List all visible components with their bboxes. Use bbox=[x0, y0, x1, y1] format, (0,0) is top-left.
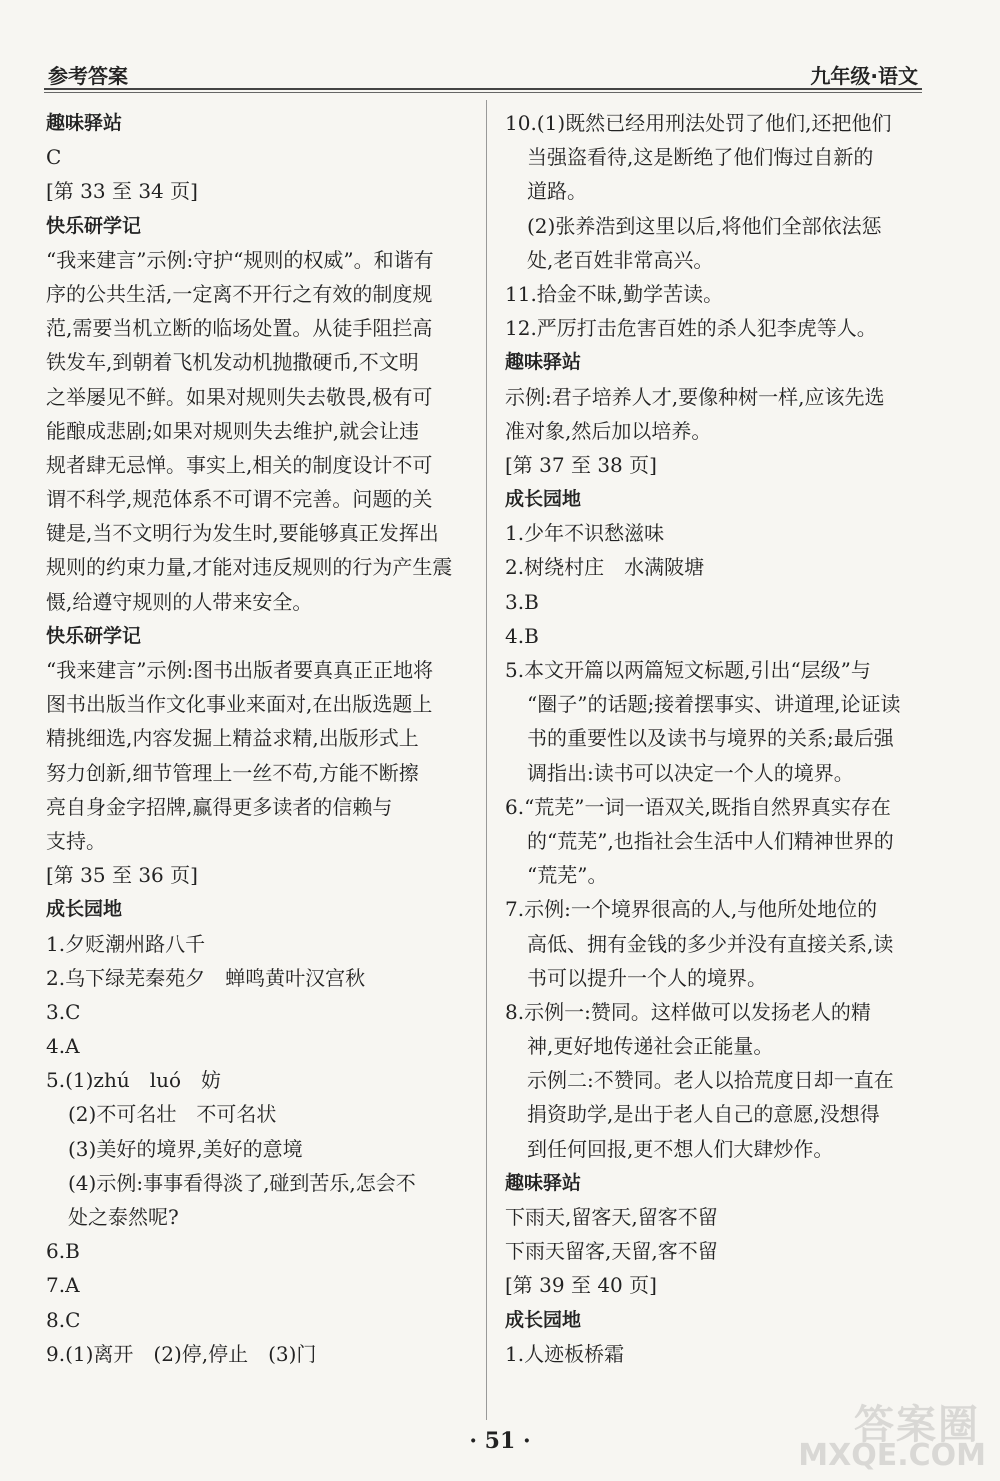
answer-line: 5.本文开篇以两篇短文标题,引出“层级”与 bbox=[505, 658, 871, 682]
answer-line: 10.(1)既然已经用刑法处罚了他们,还把他们 bbox=[505, 111, 892, 135]
answer-line: 3.C bbox=[46, 999, 81, 1024]
section-heading: 成长园地 bbox=[505, 1308, 582, 1331]
left-column bbox=[46, 106, 466, 1371]
answer-line: 下雨天留客,天留,客不留 bbox=[505, 1239, 718, 1264]
answer-line: C bbox=[46, 145, 62, 170]
answer-line: “我来建言”示例:图书出版者要真真正正地将 bbox=[46, 658, 434, 682]
answer-line: 捐资助学,是出于老人自己的意愿,没想得 bbox=[527, 1102, 880, 1127]
answer-line: 书的重要性以及读书与境界的关系;最后强 bbox=[527, 726, 894, 751]
answer-line: 铁发车,到朝着飞机发动机抛撒硬币,不文明 bbox=[46, 350, 419, 375]
answer-line: 高低、拥有金钱的多少并没有直接关系,读 bbox=[527, 931, 894, 956]
answer-line: 2.树绕村庄 水满陂塘 bbox=[505, 555, 705, 580]
answer-line: [第 33 至 34 页] bbox=[46, 179, 198, 204]
answer-line: (3)美好的境界,美好的意境 bbox=[68, 1136, 303, 1161]
answer-line: 准对象,然后加以培养。 bbox=[505, 418, 712, 443]
answer-line: 9.(1)离开 (2)停,停止 (3)门 bbox=[46, 1341, 317, 1366]
watermark-logo bbox=[798, 1393, 990, 1473]
answer-line: [第 39 至 40 页] bbox=[505, 1273, 657, 1298]
answer-line: 7.示例:一个境界很高的人,与他所处地位的 bbox=[505, 897, 878, 922]
answer-line: 4.A bbox=[46, 1034, 80, 1059]
answer-line: 到任何回报,更不想人们大肆炒作。 bbox=[527, 1136, 834, 1161]
answer-line: 示例二:不赞同。老人以拾荒度日却一直在 bbox=[527, 1068, 894, 1093]
answer-line: 12.严厉打击危害百姓的杀人犯李虎等人。 bbox=[505, 316, 877, 341]
answer-line: 7.A bbox=[46, 1273, 80, 1298]
answer-line: [第 37 至 38 页] bbox=[505, 452, 657, 477]
watermark-url: MXQE.COM bbox=[798, 1438, 986, 1473]
answer-line: 4.B bbox=[505, 623, 539, 648]
answer-line: 5.(1)zhú luó 妨 bbox=[46, 1068, 222, 1093]
watermark-text: 答案圈 bbox=[854, 1402, 980, 1448]
answer-line: 6.“荒芜”一词一语双关,既指自然界真实存在 bbox=[505, 794, 891, 819]
section-heading: 趣味驿站 bbox=[46, 112, 123, 134]
answer-line: “我来建言”示例:守护“规则的权威”。和谐有 bbox=[46, 247, 434, 272]
answer-line: 下雨天,留客天,留客不留 bbox=[505, 1205, 718, 1229]
answer-line: 1.人迹板桥霜 bbox=[505, 1341, 625, 1366]
answer-line: 神,更好地传递社会正能量。 bbox=[527, 1034, 774, 1059]
answer-line: 1.夕贬潮州路八千 bbox=[46, 931, 206, 956]
answer-line: “圈子”的话题;接着摆事实、讲道理,论证读 bbox=[527, 692, 901, 717]
answer-line: 调指出:读书可以决定一个人的境界。 bbox=[527, 760, 854, 785]
answer-line: 努力创新,细节管理上一丝不苟,方能不断擦 bbox=[46, 760, 419, 785]
answer-line: 规则的约束力量,才能对违反规则的行为产生震 bbox=[46, 555, 453, 580]
section-heading: 快乐研学记 bbox=[46, 214, 142, 237]
answer-line: [第 35 至 36 页] bbox=[46, 863, 198, 888]
section-heading: 快乐研学记 bbox=[46, 624, 142, 647]
answer-line: 键是,当不文明行为发生时,要能够真正发挥出 bbox=[46, 521, 439, 546]
answer-line: (2)张养浩到这里以后,将他们全部依法惩 bbox=[527, 213, 882, 238]
section-heading: 成长园地 bbox=[505, 488, 582, 511]
answer-line: 当强盗看待,这是断绝了他们悔过自新的 bbox=[527, 145, 874, 170]
answer-line: 范,需要当机立断的临场处置。从徒手阻拦高 bbox=[46, 316, 433, 341]
header-rule bbox=[44, 88, 922, 93]
answer-line: 规者肆无忌惮。事实上,相关的制度设计不可 bbox=[46, 452, 433, 477]
page-header bbox=[44, 52, 922, 92]
header-right-title: 九年级·语文 bbox=[810, 64, 918, 88]
answer-line: (4)示例:事事看得淡了,碰到苦乐,怎会不 bbox=[68, 1170, 416, 1195]
answer-line: 慑,给遵守规则的人带来安全。 bbox=[46, 589, 313, 614]
answer-line: 8.C bbox=[46, 1307, 81, 1332]
answer-line: 11.拾金不昧,勤学苦读。 bbox=[505, 281, 724, 306]
answer-line: 之举屡见不鲜。如果对规则失去敬畏,极有可 bbox=[46, 384, 433, 409]
answer-line: 谓不科学,规范体系不可谓不完善。问题的关 bbox=[46, 487, 433, 512]
section-heading: 成长园地 bbox=[46, 898, 123, 921]
header-left-title: 参考答案 bbox=[48, 64, 128, 88]
answer-line: (2)不可名壮 不可名状 bbox=[68, 1102, 277, 1127]
column-divider bbox=[486, 100, 487, 1420]
answer-line: 亮自身金字招牌,赢得更多读者的信赖与 bbox=[46, 794, 393, 819]
answer-line: 精挑细选,内容发掘上精益求精,出版形式上 bbox=[46, 726, 419, 751]
answer-line: 1.少年不识愁滋味 bbox=[505, 521, 665, 546]
section-heading: 趣味驿站 bbox=[505, 351, 582, 374]
answer-line: “荒芜”。 bbox=[527, 863, 608, 888]
answer-line: 书可以提升一个人的境界。 bbox=[527, 965, 767, 990]
answer-line: 3.B bbox=[505, 589, 539, 614]
answer-line: 序的公共生活,一定离不开行之有效的制度规 bbox=[46, 281, 433, 306]
right-column bbox=[505, 106, 925, 1371]
section-heading: 趣味驿站 bbox=[505, 1171, 582, 1194]
answer-line: 的“荒芜”,也指社会生活中人们精神世界的 bbox=[527, 828, 894, 853]
answer-line: 道路。 bbox=[527, 179, 587, 204]
answer-line: 图书出版当作文化事业来面对,在出版选题上 bbox=[46, 692, 433, 717]
answer-line: 支持。 bbox=[46, 828, 106, 853]
answer-line: 6.B bbox=[46, 1239, 80, 1264]
answer-line: 示例:君子培养人才,要像种树一样,应该先选 bbox=[505, 384, 885, 409]
page-number: · 51 · bbox=[469, 1428, 531, 1454]
answer-line: 处,老百姓非常高兴。 bbox=[527, 247, 714, 272]
answer-line: 8.示例一:赞同。这样做可以发扬老人的精 bbox=[505, 999, 871, 1024]
answer-line: 能酿成悲剧;如果对规则失去维护,就会让违 bbox=[46, 418, 420, 443]
answer-line: 2.乌下绿芜秦苑夕 蝉鸣黄叶汉宫秋 bbox=[46, 965, 366, 990]
answer-line: 处之泰然呢? bbox=[68, 1205, 179, 1229]
